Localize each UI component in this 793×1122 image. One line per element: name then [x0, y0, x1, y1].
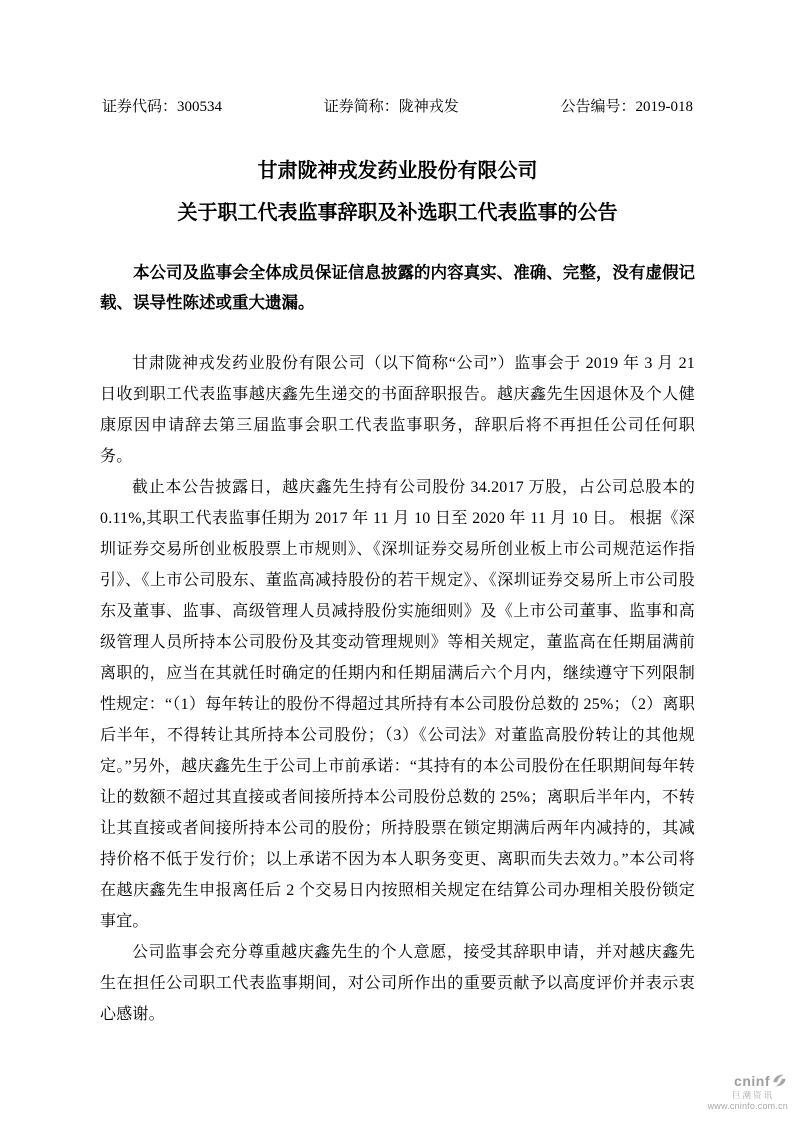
cninfo-watermark	[693, 1072, 788, 1111]
cninfo-brand-text: cninf	[734, 1072, 770, 1089]
body-paragraph: 甘肃陇神戎发药业股份有限公司（以下简称“公司”）监事会于 2019 年 3 月 21 日收到职工代表监事越庆鑫先生递交的书面辞职报告。越庆鑫先生因退休及个人健康原因申请辞去第三届监事会职工代表监事职务，辞职后将不再担任公司任何职务。	[100, 355, 695, 465]
cninfo-brand-row	[693, 1072, 788, 1089]
announcement-number: 公告编号：2019-018	[560, 99, 693, 115]
document-header-row	[100, 97, 695, 118]
disclaimer-paragraph: 本公司及监事会全体成员保证信息披露的内容真实、准确、完整，没有虚假记载、误导性陈述或重大遗漏。	[100, 263, 695, 312]
document-title	[100, 150, 695, 234]
cninfo-url: www.cninfo.com.cn	[707, 1100, 788, 1111]
document-title-subject: 关于职工代表监事辞职及补选职工代表监事的公告	[177, 202, 618, 224]
body-paragraph: 公司监事会充分尊重越庆鑫先生的个人意愿，接受其辞职申请，并对越庆鑫先生在担任公司职工代表监事期间，对公司所作出的重要贡献予以高度评价并表示衷心感谢。	[100, 944, 695, 1023]
cninfo-brand-chinese: 巨潮资讯	[731, 1090, 774, 1100]
body-paragraph: 截止本公告披露日，越庆鑫先生持有公司股份 34.2017 万股，占公司总股本的 0.11%,其职工代表监事任期为 2017 年 11 月 10 日至 2020 年 11 月 10 日。 根据《深圳证券交易所创业板股票上市规则》、《深圳证券交易所创业板上市公司规范运作指引》、《上市公司股东、董监高减持股份的若干规定》、《深圳证券交易所上市公司股东及董事、监事、高级管理人员减持股份实施细则》及《上市公司董事、监事和高级管理人员所持本公司股份及其变动管理规则》等相关规定，董监高在任期届满前离职的，应当在其就任时确定的任期内和任期届满后六个月内，继续遵守下列限制性规定：“（1）每年转让的股份不得超过其所持有本公司股份总数的 25%；（2）离职后半年，不得转让其所持本公司股份；（3）《公司法》对董监高股份转让的其他规定。”另外，越庆鑫先生于公司上市前承诺：“其持有的本公司股份在任职期间每年转让的数额不超过其直接或者间接所持本公司股份总数的 25%；离职后半年内，不转让其直接或者间接所持本公司的股份；所持股票在锁定期满后两年内减持的，其减持价格不低于发行价；以上承诺不因为本人职务变更、离职而失去效力。”本公司将在越庆鑫先生申报离任后 2 个交易日内按照相关规定在结算公司办理相关股份锁定事宜。	[100, 479, 695, 930]
document-title-company: 甘肃陇神戎发药业股份有限公司	[257, 160, 538, 182]
document-body	[100, 348, 695, 1030]
stock-name: 证券简称：陇神戎发	[323, 99, 459, 115]
cninfo-swirl-logo-icon	[771, 1072, 788, 1089]
stock-code: 证券代码：300534	[102, 99, 223, 115]
document-content	[100, 0, 695, 1030]
